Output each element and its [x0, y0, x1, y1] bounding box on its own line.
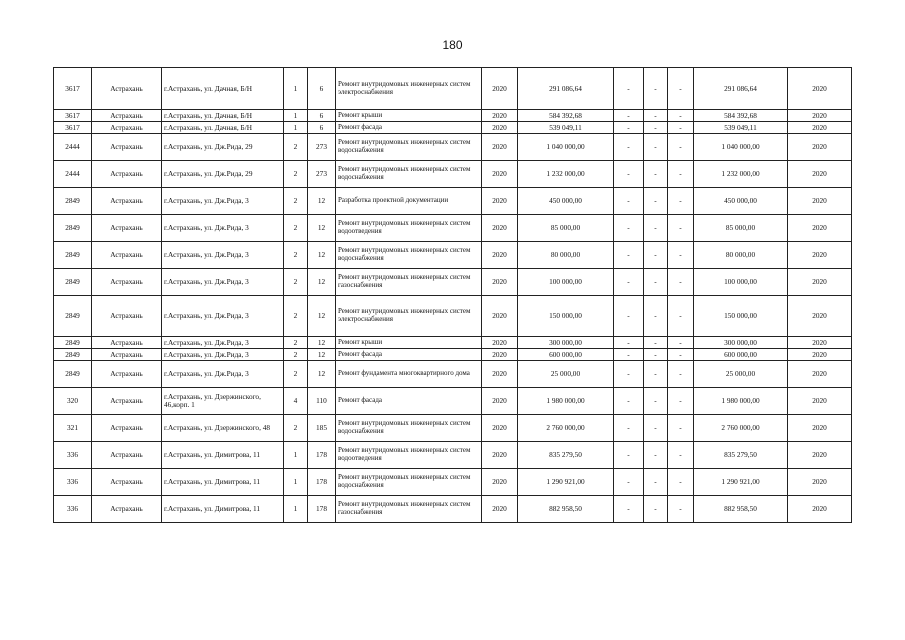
- address-cell: г.Астрахань, ул. Димитрова, 11: [162, 442, 284, 469]
- total-cost-cell: 835 279,50: [518, 442, 614, 469]
- dash-cell: -: [644, 110, 668, 122]
- work-type-cell: Ремонт внутридомовых инженерных систем водоотведения: [336, 442, 482, 469]
- amount-cell: 100 000,00: [694, 269, 788, 296]
- work-type-cell: Ремонт фасада: [336, 122, 482, 134]
- work-type-cell: Разработка проектной документации: [336, 188, 482, 215]
- apartments-cell: 273: [308, 161, 336, 188]
- sections-cell: 2: [284, 242, 308, 269]
- year-cell: 2020: [482, 415, 518, 442]
- page-number: 180: [442, 38, 463, 52]
- dash-cell: -: [614, 68, 644, 110]
- work-type-cell: Ремонт внутридомовых инженерных систем газоснабжения: [336, 496, 482, 523]
- dash-cell: -: [668, 188, 694, 215]
- sections-cell: 1: [284, 122, 308, 134]
- table-row: [54, 188, 852, 215]
- city-cell: Астрахань: [92, 134, 162, 161]
- sections-cell: 2: [284, 215, 308, 242]
- amount-cell: 300 000,00: [694, 337, 788, 349]
- dash-cell: -: [668, 496, 694, 523]
- sections-cell: 2: [284, 361, 308, 388]
- total-cost-cell: 1 040 000,00: [518, 134, 614, 161]
- table-row: [54, 161, 852, 188]
- apartments-cell: 110: [308, 388, 336, 415]
- end-year-cell: 2020: [788, 361, 852, 388]
- amount-cell: 1 040 000,00: [694, 134, 788, 161]
- sections-cell: 1: [284, 496, 308, 523]
- amount-cell: 2 760 000,00: [694, 415, 788, 442]
- row-id: 2849: [54, 337, 92, 349]
- total-cost-cell: 150 000,00: [518, 296, 614, 337]
- address-cell: г.Астрахань, ул. Дачная, Б/Н: [162, 68, 284, 110]
- address-cell: г.Астрахань, ул. Дж.Рида, 3: [162, 361, 284, 388]
- table-row: [54, 415, 852, 442]
- table-row: [54, 469, 852, 496]
- work-type-cell: Ремонт внутридомовых инженерных систем водоснабжения: [336, 161, 482, 188]
- table-row: [54, 134, 852, 161]
- sections-cell: 1: [284, 442, 308, 469]
- end-year-cell: 2020: [788, 68, 852, 110]
- end-year-cell: 2020: [788, 469, 852, 496]
- work-type-cell: Ремонт внутридомовых инженерных систем водоснабжения: [336, 134, 482, 161]
- apartments-cell: 12: [308, 215, 336, 242]
- dash-cell: -: [614, 215, 644, 242]
- dash-cell: -: [644, 269, 668, 296]
- dash-cell: -: [668, 296, 694, 337]
- table-row: [54, 388, 852, 415]
- year-cell: 2020: [482, 242, 518, 269]
- city-cell: Астрахань: [92, 388, 162, 415]
- total-cost-cell: 291 086,64: [518, 68, 614, 110]
- end-year-cell: 2020: [788, 337, 852, 349]
- city-cell: Астрахань: [92, 161, 162, 188]
- amount-cell: 882 958,50: [694, 496, 788, 523]
- row-id: 336: [54, 496, 92, 523]
- dash-cell: -: [644, 361, 668, 388]
- apartments-cell: 12: [308, 361, 336, 388]
- table-row: [54, 215, 852, 242]
- row-id: 2849: [54, 349, 92, 361]
- row-id: 2849: [54, 269, 92, 296]
- end-year-cell: 2020: [788, 415, 852, 442]
- dash-cell: -: [644, 415, 668, 442]
- total-cost-cell: 584 392,68: [518, 110, 614, 122]
- dash-cell: -: [668, 68, 694, 110]
- dash-cell: -: [614, 110, 644, 122]
- amount-cell: 539 049,11: [694, 122, 788, 134]
- apartments-cell: 178: [308, 442, 336, 469]
- address-cell: г.Астрахань, ул. Дзержинского, 48: [162, 415, 284, 442]
- row-id: 2849: [54, 361, 92, 388]
- end-year-cell: 2020: [788, 161, 852, 188]
- row-id: 2849: [54, 215, 92, 242]
- dash-cell: -: [644, 188, 668, 215]
- year-cell: 2020: [482, 296, 518, 337]
- work-type-cell: Ремонт внутридомовых инженерных систем газоснабжения: [336, 269, 482, 296]
- city-cell: Астрахань: [92, 269, 162, 296]
- table-row: [54, 269, 852, 296]
- dash-cell: -: [668, 469, 694, 496]
- address-cell: г.Астрахань, ул. Дж.Рида, 29: [162, 161, 284, 188]
- total-cost-cell: 100 000,00: [518, 269, 614, 296]
- amount-cell: 1 980 000,00: [694, 388, 788, 415]
- dash-cell: -: [668, 134, 694, 161]
- dash-cell: -: [614, 349, 644, 361]
- dash-cell: -: [668, 161, 694, 188]
- apartments-cell: 12: [308, 349, 336, 361]
- dash-cell: -: [644, 161, 668, 188]
- dash-cell: -: [644, 349, 668, 361]
- end-year-cell: 2020: [788, 349, 852, 361]
- dash-cell: -: [614, 134, 644, 161]
- address-cell: г.Астрахань, ул. Дж.Рида, 3: [162, 337, 284, 349]
- amount-cell: 1 290 921,00: [694, 469, 788, 496]
- city-cell: Астрахань: [92, 442, 162, 469]
- dash-cell: -: [644, 442, 668, 469]
- work-type-cell: Ремонт фасада: [336, 388, 482, 415]
- total-cost-cell: 25 000,00: [518, 361, 614, 388]
- work-type-cell: Ремонт внутридомовых инженерных систем электроснабжения: [336, 68, 482, 110]
- row-id: 2444: [54, 134, 92, 161]
- amount-cell: 600 000,00: [694, 349, 788, 361]
- dash-cell: -: [644, 296, 668, 337]
- end-year-cell: 2020: [788, 388, 852, 415]
- city-cell: Астрахань: [92, 337, 162, 349]
- amount-cell: 1 232 000,00: [694, 161, 788, 188]
- apartments-cell: 12: [308, 337, 336, 349]
- work-type-cell: Ремонт внутридомовых инженерных систем водоснабжения: [336, 469, 482, 496]
- year-cell: 2020: [482, 68, 518, 110]
- apartments-cell: 6: [308, 122, 336, 134]
- end-year-cell: 2020: [788, 496, 852, 523]
- table-row: [54, 496, 852, 523]
- address-cell: г.Астрахань, ул. Дж.Рида, 29: [162, 134, 284, 161]
- end-year-cell: 2020: [788, 442, 852, 469]
- dash-cell: -: [614, 388, 644, 415]
- total-cost-cell: 2 760 000,00: [518, 415, 614, 442]
- city-cell: Астрахань: [92, 496, 162, 523]
- sections-cell: 2: [284, 161, 308, 188]
- total-cost-cell: 539 049,11: [518, 122, 614, 134]
- year-cell: 2020: [482, 161, 518, 188]
- total-cost-cell: 80 000,00: [518, 242, 614, 269]
- work-type-cell: Ремонт внутридомовых инженерных систем водоснабжения: [336, 415, 482, 442]
- end-year-cell: 2020: [788, 215, 852, 242]
- city-cell: Астрахань: [92, 242, 162, 269]
- work-type-cell: Ремонт фундамента многоквартирного дома: [336, 361, 482, 388]
- dash-cell: -: [644, 388, 668, 415]
- table-row: [54, 442, 852, 469]
- work-type-cell: Ремонт внутридомовых инженерных систем водоотведения: [336, 215, 482, 242]
- table-row: [54, 361, 852, 388]
- city-cell: Астрахань: [92, 110, 162, 122]
- work-type-cell: Ремонт крыши: [336, 337, 482, 349]
- table-row: [54, 242, 852, 269]
- dash-cell: -: [644, 496, 668, 523]
- apartments-cell: 12: [308, 296, 336, 337]
- dash-cell: -: [614, 415, 644, 442]
- dash-cell: -: [614, 337, 644, 349]
- end-year-cell: 2020: [788, 296, 852, 337]
- amount-cell: 150 000,00: [694, 296, 788, 337]
- address-cell: г.Астрахань, ул. Дж.Рида, 3: [162, 242, 284, 269]
- address-cell: г.Астрахань, ул. Дж.Рида, 3: [162, 188, 284, 215]
- address-cell: г.Астрахань, ул. Дж.Рида, 3: [162, 349, 284, 361]
- row-id: 3617: [54, 110, 92, 122]
- year-cell: 2020: [482, 349, 518, 361]
- amount-cell: 80 000,00: [694, 242, 788, 269]
- year-cell: 2020: [482, 388, 518, 415]
- year-cell: 2020: [482, 469, 518, 496]
- row-id: 2444: [54, 161, 92, 188]
- total-cost-cell: 85 000,00: [518, 215, 614, 242]
- dash-cell: -: [614, 188, 644, 215]
- row-id: 336: [54, 469, 92, 496]
- year-cell: 2020: [482, 134, 518, 161]
- sections-cell: 2: [284, 415, 308, 442]
- sections-cell: 2: [284, 269, 308, 296]
- amount-cell: 450 000,00: [694, 188, 788, 215]
- row-id: 321: [54, 415, 92, 442]
- total-cost-cell: 882 958,50: [518, 496, 614, 523]
- end-year-cell: 2020: [788, 188, 852, 215]
- table-row: [54, 110, 852, 122]
- dash-cell: -: [668, 361, 694, 388]
- total-cost-cell: 1 980 000,00: [518, 388, 614, 415]
- table-row: [54, 68, 852, 110]
- dash-cell: -: [614, 161, 644, 188]
- row-id: 2849: [54, 188, 92, 215]
- apartments-cell: 185: [308, 415, 336, 442]
- row-id: 2849: [54, 296, 92, 337]
- city-cell: Астрахань: [92, 122, 162, 134]
- row-id: 3617: [54, 68, 92, 110]
- year-cell: 2020: [482, 496, 518, 523]
- dash-cell: -: [614, 242, 644, 269]
- city-cell: Астрахань: [92, 361, 162, 388]
- dash-cell: -: [614, 496, 644, 523]
- sections-cell: 4: [284, 388, 308, 415]
- amount-cell: 85 000,00: [694, 215, 788, 242]
- dash-cell: -: [644, 68, 668, 110]
- row-id: 2849: [54, 242, 92, 269]
- total-cost-cell: 1 232 000,00: [518, 161, 614, 188]
- work-type-cell: Ремонт крыши: [336, 110, 482, 122]
- work-type-cell: Ремонт внутридомовых инженерных систем электроснабжения: [336, 296, 482, 337]
- city-cell: Астрахань: [92, 188, 162, 215]
- city-cell: Астрахань: [92, 349, 162, 361]
- dash-cell: -: [668, 415, 694, 442]
- address-cell: г.Астрахань, ул. Дж.Рида, 3: [162, 296, 284, 337]
- total-cost-cell: 450 000,00: [518, 188, 614, 215]
- amount-cell: 584 392,68: [694, 110, 788, 122]
- dash-cell: -: [644, 134, 668, 161]
- amount-cell: 25 000,00: [694, 361, 788, 388]
- year-cell: 2020: [482, 269, 518, 296]
- sections-cell: 2: [284, 349, 308, 361]
- sections-cell: 2: [284, 337, 308, 349]
- year-cell: 2020: [482, 442, 518, 469]
- end-year-cell: 2020: [788, 110, 852, 122]
- row-id: 336: [54, 442, 92, 469]
- dash-cell: -: [614, 469, 644, 496]
- dash-cell: -: [614, 122, 644, 134]
- end-year-cell: 2020: [788, 122, 852, 134]
- apartments-cell: 273: [308, 134, 336, 161]
- table-row: [54, 337, 852, 349]
- city-cell: Астрахань: [92, 68, 162, 110]
- dash-cell: -: [644, 215, 668, 242]
- dash-cell: -: [668, 122, 694, 134]
- row-id: 320: [54, 388, 92, 415]
- dash-cell: -: [614, 361, 644, 388]
- end-year-cell: 2020: [788, 242, 852, 269]
- apartments-cell: 178: [308, 469, 336, 496]
- work-type-cell: Ремонт внутридомовых инженерных систем водоснабжения: [336, 242, 482, 269]
- year-cell: 2020: [482, 110, 518, 122]
- city-cell: Астрахань: [92, 469, 162, 496]
- dash-cell: -: [668, 242, 694, 269]
- year-cell: 2020: [482, 215, 518, 242]
- address-cell: г.Астрахань, ул. Дачная, Б/Н: [162, 110, 284, 122]
- city-cell: Астрахань: [92, 415, 162, 442]
- total-cost-cell: 1 290 921,00: [518, 469, 614, 496]
- work-type-cell: Ремонт фасада: [336, 349, 482, 361]
- address-cell: г.Астрахань, ул. Дачная, Б/Н: [162, 122, 284, 134]
- amount-cell: 835 279,50: [694, 442, 788, 469]
- sections-cell: 1: [284, 469, 308, 496]
- dash-cell: -: [644, 337, 668, 349]
- year-cell: 2020: [482, 361, 518, 388]
- repair-registry-table: [53, 67, 852, 523]
- dash-cell: -: [614, 269, 644, 296]
- dash-cell: -: [668, 442, 694, 469]
- amount-cell: 291 086,64: [694, 68, 788, 110]
- total-cost-cell: 600 000,00: [518, 349, 614, 361]
- table-row: [54, 349, 852, 361]
- address-cell: г.Астрахань, ул. Дж.Рида, 3: [162, 215, 284, 242]
- address-cell: г.Астрахань, ул. Димитрова, 11: [162, 496, 284, 523]
- address-cell: г.Астрахань, ул. Дзержинского, 46,корп. 1: [162, 388, 284, 415]
- year-cell: 2020: [482, 337, 518, 349]
- dash-cell: -: [668, 110, 694, 122]
- end-year-cell: 2020: [788, 269, 852, 296]
- address-cell: г.Астрахань, ул. Дж.Рида, 3: [162, 269, 284, 296]
- dash-cell: -: [668, 269, 694, 296]
- dash-cell: -: [668, 337, 694, 349]
- row-id: 3617: [54, 122, 92, 134]
- end-year-cell: 2020: [788, 134, 852, 161]
- apartments-cell: 12: [308, 188, 336, 215]
- year-cell: 2020: [482, 188, 518, 215]
- apartments-cell: 12: [308, 269, 336, 296]
- sections-cell: 2: [284, 134, 308, 161]
- table-row: [54, 296, 852, 337]
- apartments-cell: 6: [308, 68, 336, 110]
- dash-cell: -: [644, 242, 668, 269]
- sections-cell: 1: [284, 68, 308, 110]
- sections-cell: 2: [284, 296, 308, 337]
- city-cell: Астрахань: [92, 296, 162, 337]
- total-cost-cell: 300 000,00: [518, 337, 614, 349]
- dash-cell: -: [668, 349, 694, 361]
- apartments-cell: 6: [308, 110, 336, 122]
- dash-cell: -: [644, 469, 668, 496]
- dash-cell: -: [614, 442, 644, 469]
- year-cell: 2020: [482, 122, 518, 134]
- apartments-cell: 12: [308, 242, 336, 269]
- table-row: [54, 122, 852, 134]
- apartments-cell: 178: [308, 496, 336, 523]
- dash-cell: -: [614, 296, 644, 337]
- dash-cell: -: [644, 122, 668, 134]
- sections-cell: 1: [284, 110, 308, 122]
- dash-cell: -: [668, 215, 694, 242]
- city-cell: Астрахань: [92, 215, 162, 242]
- dash-cell: -: [668, 388, 694, 415]
- address-cell: г.Астрахань, ул. Димитрова, 11: [162, 469, 284, 496]
- sections-cell: 2: [284, 188, 308, 215]
